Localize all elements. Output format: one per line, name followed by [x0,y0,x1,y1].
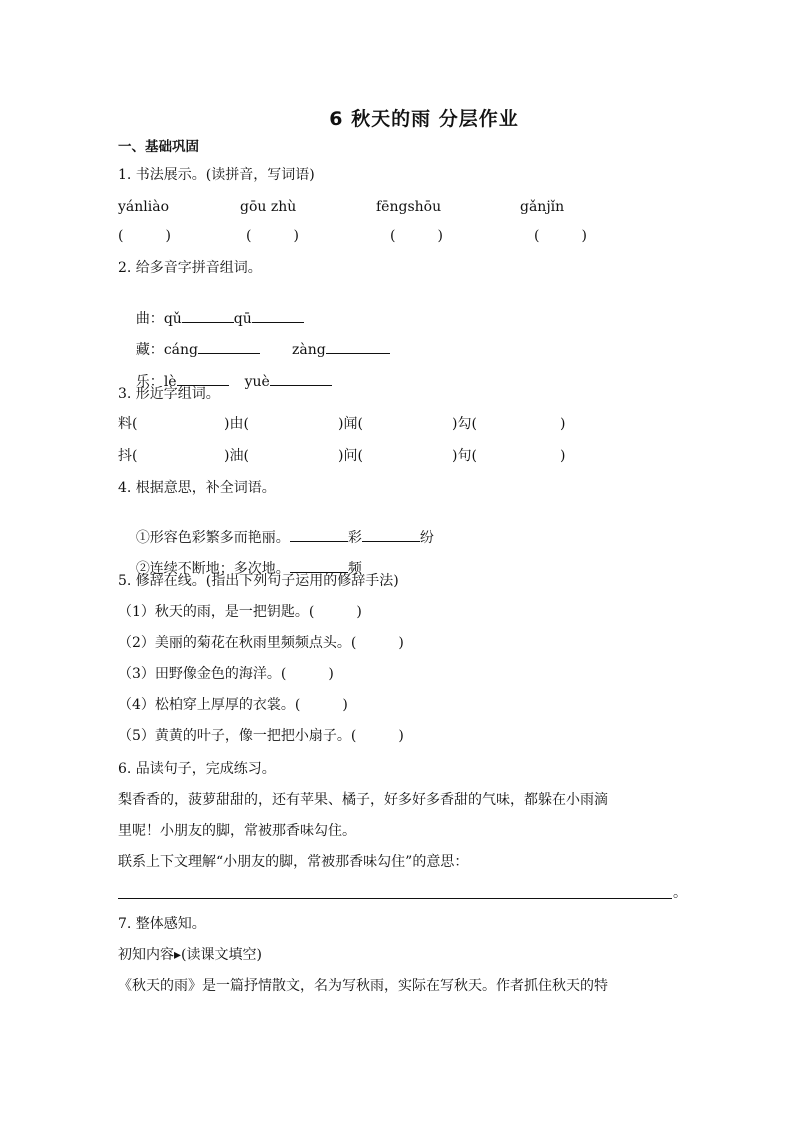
q2-char: 曲： [135,311,164,327]
q1-answer-blank-1[interactable]: ( ) [118,228,171,244]
q5-item-5: （5）黄黄的叶子，像一把把小扇子。( ) [118,728,404,744]
q2-pinyin-a: qǔ [163,311,182,327]
answer-blank[interactable] [290,559,348,573]
q3-row2-5: ) [560,448,566,464]
q2-pinyin-b: zàng [291,342,326,358]
q7-text-line-1: 《秋天的雨》是一篇抒情散文，名为写秋雨，实际在写秋天。作者抓住秋天的特 [118,978,608,994]
q5-item-4: （4）松柏穿上厚厚的衣裳。( ) [118,697,348,713]
q4-char: 彩 [347,530,362,546]
q3-prompt: 3. 形近字组词。 [118,386,220,402]
q5-item-1: （1）秋天的雨，是一把钥匙。( ) [118,604,362,620]
answer-blank[interactable] [182,309,234,323]
q1-answer-blank-3[interactable]: ( ) [390,228,443,244]
q5-item-3: （3）田野像金色的海洋。( ) [118,666,334,682]
q2-char: 藏： [135,342,164,358]
q2-pinyin-b: qū [233,311,252,327]
q3-row1-1: 料( [118,416,138,432]
answer-blank[interactable] [290,528,348,542]
q1-answer-blank-4[interactable]: ( ) [534,228,587,244]
q4-char: 频 [347,561,362,577]
page-title: 6 秋天的雨 分层作业 [329,108,519,130]
q6-answer-line[interactable] [118,898,672,899]
q3-row1-5: ) [560,416,566,432]
q5-item-2: （2）美丽的菊花在秋雨里频频点头。( ) [118,635,404,651]
q3-row2-4: )句( [452,448,477,464]
q4-prompt: 4. 根据意思，补全词语。 [118,480,276,496]
q4-item-text: ①形容色彩繁多而艳丽。 [135,530,290,546]
q2-pinyin-b: yuè [244,374,270,390]
q7-prompt: 7. 整体感知。 [118,916,206,932]
q3-row2-3: )问( [338,448,363,464]
answer-blank[interactable] [270,372,332,386]
q3-row1-3: )闻( [338,416,363,432]
answer-blank[interactable] [177,372,229,386]
section-heading-basics: 一、基础巩固 [118,139,199,155]
q2-prompt: 2. 给多音字拼音组词。 [118,260,262,276]
q7-subheading: 初知内容▸(读课文填空) [118,947,262,963]
q2-pinyin-a: cáng [163,342,198,358]
q3-row1-4: )勾( [452,416,477,432]
q6-passage-line-2: 里呢！小朋友的脚，常被那香味勾住。 [118,823,356,839]
q5-prompt: 5. 修辞在线。(指出下列句子运用的修辞手法) [118,573,399,589]
q6-prompt: 6. 品读句子，完成练习。 [118,761,276,777]
q6-answer-period: 。 [673,885,687,901]
q1-answer-blank-2[interactable]: ( ) [246,228,299,244]
answer-blank[interactable] [362,528,420,542]
q6-passage-line-1: 梨香香的，菠萝甜甜的，还有苹果、橘子，好多好多香甜的气味，都躲在小雨滴 [118,792,608,808]
answer-blank[interactable] [326,340,390,354]
q6-question: 联系上下文理解“小朋友的脚，常被那香味勾住”的意思： [118,854,469,870]
q1-prompt: 1. 书法展示。(读拼音，写词语) [118,167,315,183]
q1-pinyin-2: gōu zhù [240,199,297,215]
answer-blank[interactable] [252,309,304,323]
q3-row2-1: 抖( [118,448,138,464]
q4-char: 纷 [419,530,434,546]
q1-pinyin-4: gǎnjǐn [520,199,565,215]
q1-pinyin-1: yánliào [118,199,170,215]
q3-row1-2: )由( [224,416,249,432]
q2-pinyin-a: lè [163,374,177,390]
q3-row2-2: )油( [224,448,249,464]
q2-char: 乐： [135,374,164,390]
answer-blank[interactable] [198,340,260,354]
q1-pinyin-3: fēngshōu [376,199,442,215]
q4-item-text: ②连续不断地；多次地。 [135,561,290,577]
